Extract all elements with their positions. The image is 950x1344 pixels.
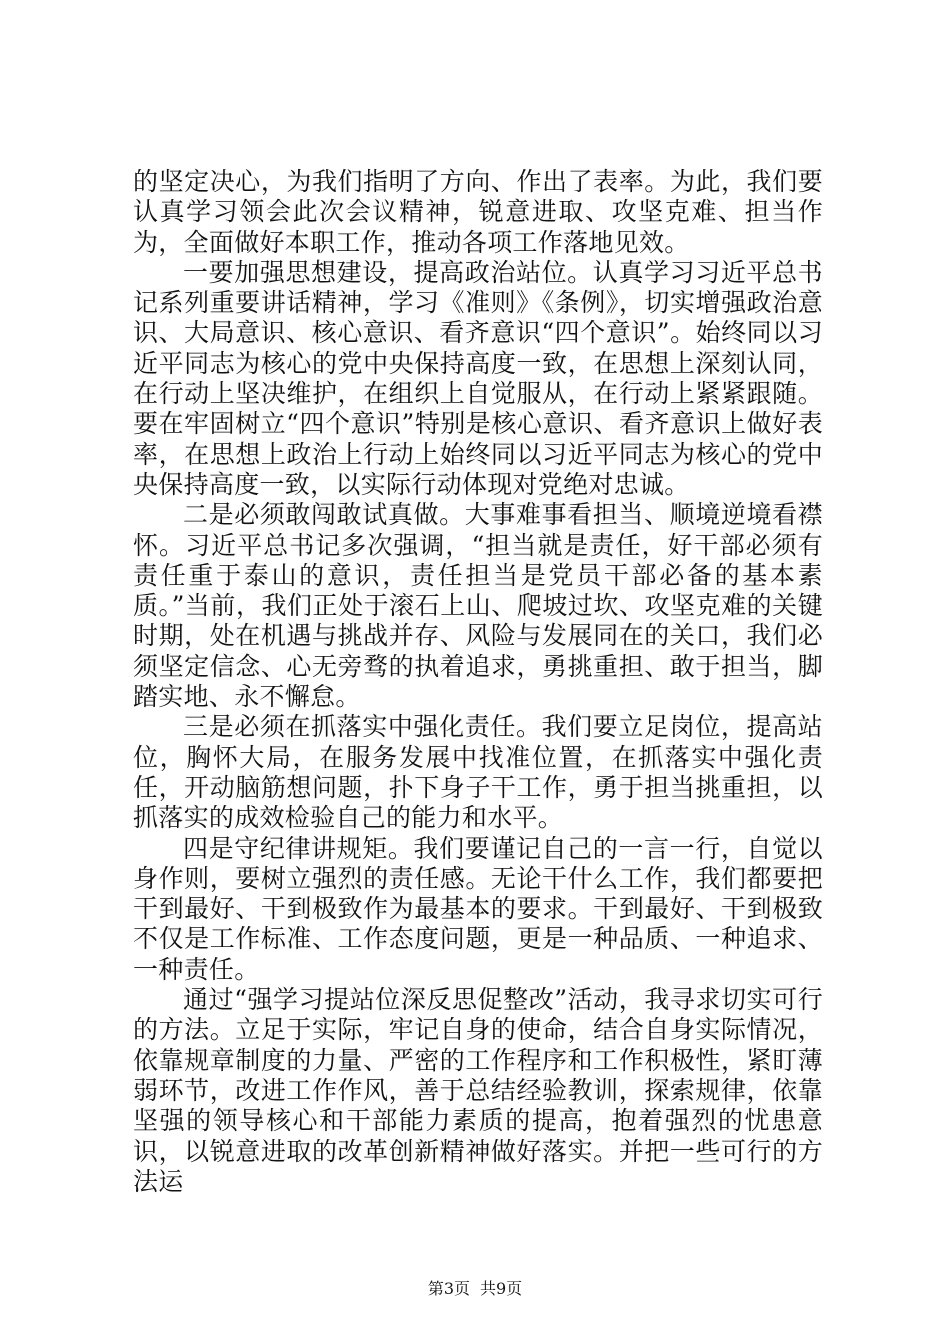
document-body [133,167,823,1197]
paragraph-5: 四是守纪律讲规矩。我们要谨记自己的一言一行，自觉以身作则，要树立强烈的责任感。无论干什么工作，我们都要把干到最好、干到极致作为最基本的要求。干到最好、干到极致不仅是工作标准、工作态度问题，更是一种品质、一种追求、一种责任。 [133,833,823,984]
paragraph-6: 通过“强学习提站位深反思促整改”活动，我寻求切实可行的方法。立足于实际，牢记自身的使命，结合自身实际情况，依靠规章制度的力量、严密的工作程序和工作积极性，紧盯薄弱环节，改进工作作风，善于总结经验教训，探索规律，依靠坚强的领导核心和干部能力素质的提高，抱着强烈的忧患意识，以锐意进取的改革创新精神做好落实。并把一些可行的方法运 [133,985,823,1196]
paragraph-1: 的坚定决心，为我们指明了方向、作出了表率。为此，我们要认真学习领会此次会议精神，锐意进取、攻坚克难、担当作为，全面做好本职工作，推动各项工作落地见效。 [133,167,823,257]
paragraph-2: 一要加强思想建设，提高政治站位。认真学习习近平总书记系列重要讲话精神，学习《准则》《条例》，切实增强政治意识、大局意识、核心意识、看齐意识“四个意识”。始终同以习近平同志为核心的党中央保持高度一致，在思想上深刻认同，在行动上坚决维护，在组织上自觉服从，在行动上紧紧跟随。要在牢固树立“四个意识”特别是核心意识、看齐意识上做好表率，在思想上政治上行动上始终同以习近平同志为核心的党中央保持高度一致，以实际行动体现对党绝对忠诚。 [133,257,823,499]
page-number: 第3页 [427,1279,470,1298]
paragraph-3: 二是必须敢闯敢试真做。大事难事看担当、顺境逆境看襟怀。习近平总书记多次强调，“担当就是责任，好干部必须有责任重于泰山的意识，责任担当是党员干部必备的基本素质。”当前，我们正处于滚石上山、爬坡过坎、攻坚克难的关键时期，处在机遇与挑战并存、风险与发展同在的关口，我们必须坚定信念、心无旁骛的执着追求，勇挑重担、敢于担当，脚踏实地、永不懈怠。 [133,500,823,712]
page-total: 共9页 [480,1279,523,1298]
paragraph-4: 三是必须在抓落实中强化责任。我们要立足岗位，提高站位，胸怀大局，在服务发展中找准位置，在抓落实中强化责任，开动脑筋想问题，扑下身子干工作，勇于担当挑重担，以抓落实的成效检验自己的能力和水平。 [133,712,823,833]
page-footer [0,1276,950,1299]
